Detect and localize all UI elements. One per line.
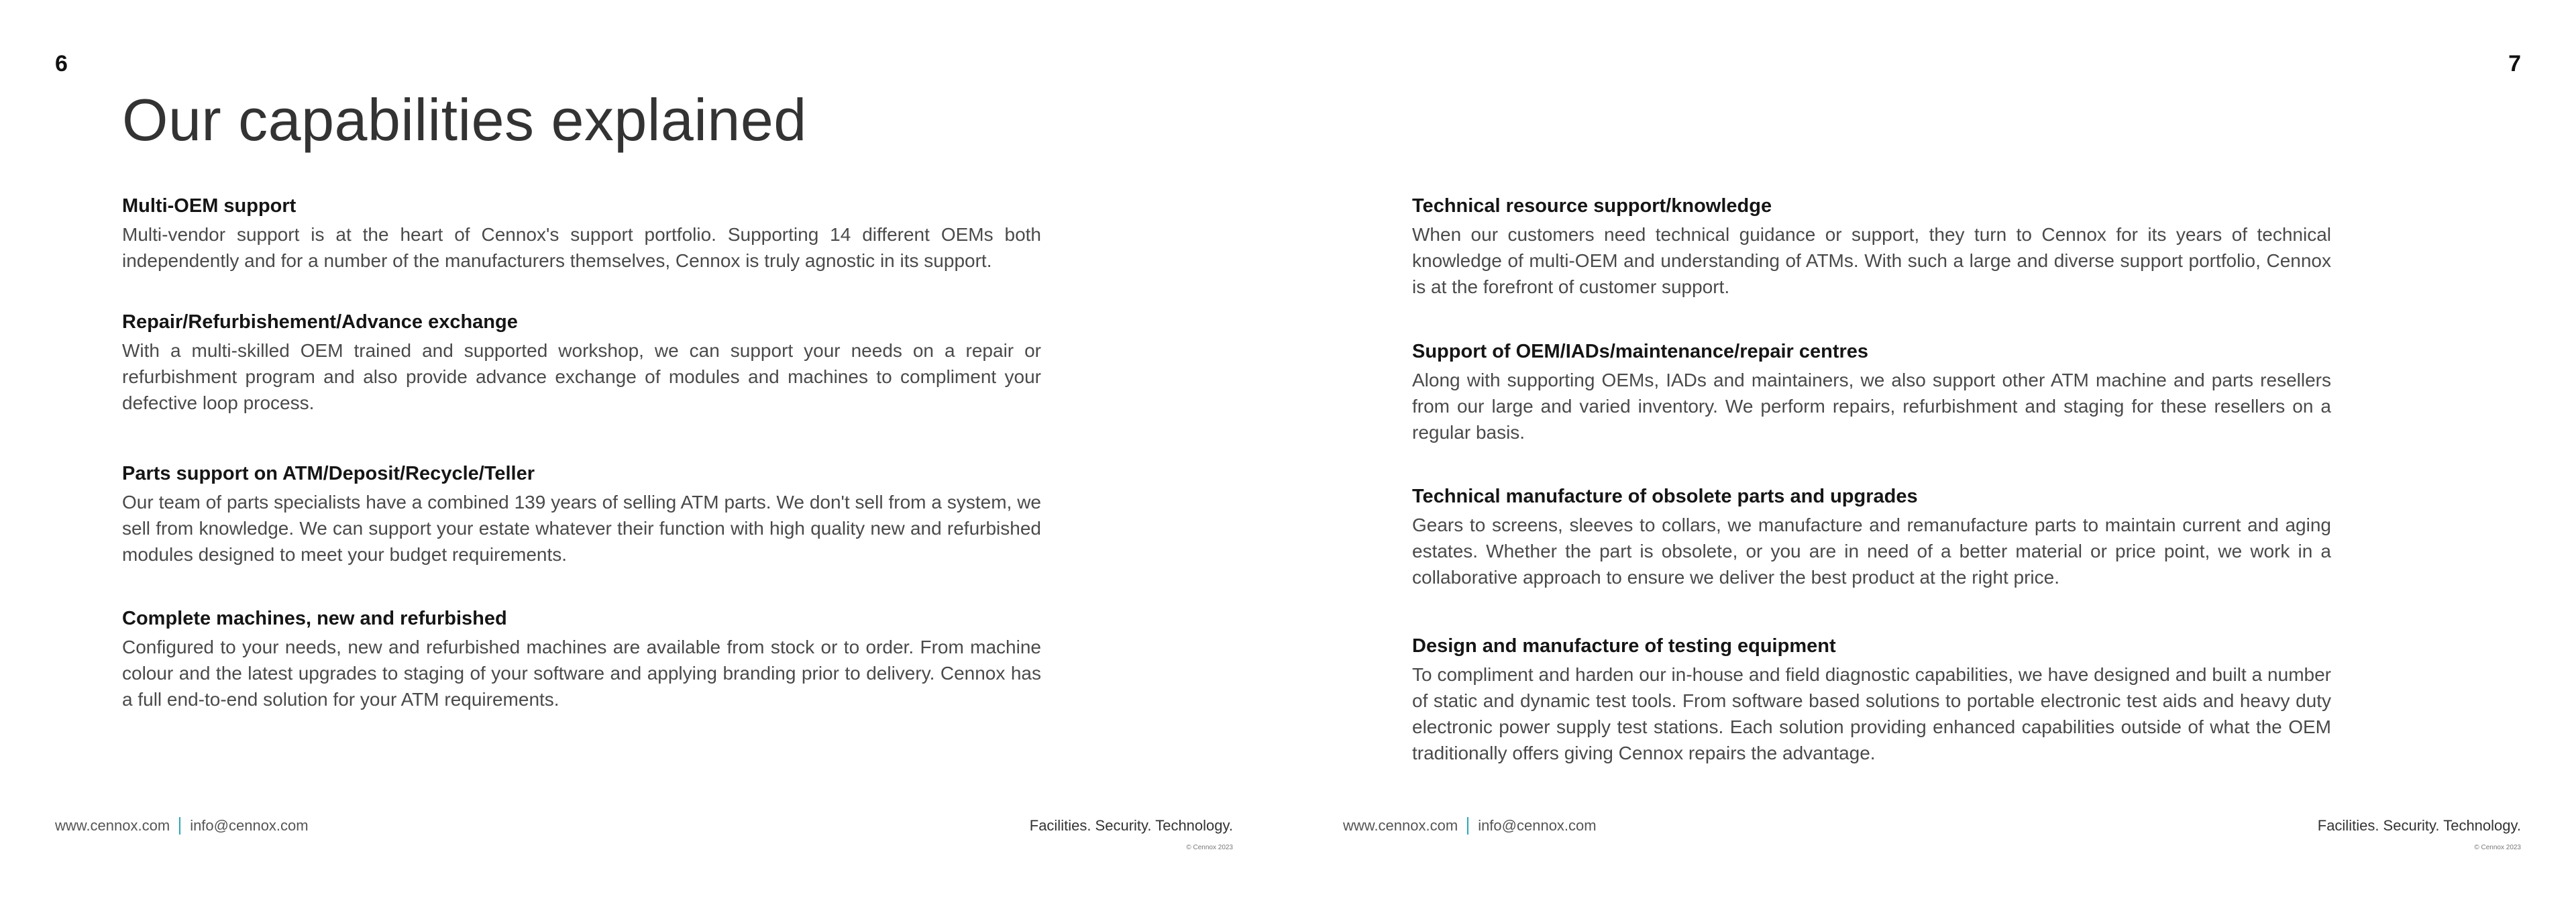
section-repair-refurbishment: [122, 309, 1041, 416]
email-link[interactable]: info@cennox.com: [190, 817, 309, 834]
right-page: [1288, 0, 2576, 911]
section-oem-iad-support: [1412, 339, 2331, 445]
page-title: Our capabilities explained: [122, 87, 807, 153]
footer-copyright: © Cennox 2023: [2474, 844, 2521, 851]
section-body: Gears to screens, sleeves to collars, we manufacture and remanufacture parts to maintain current and aging estates. Whether the part is obsolete, or you are in need of a better material or price point, we work in a collaborative approach to ensure we deliver the best product at the right price.: [1412, 515, 2331, 588]
section-body: To compliment and harden our in-house and field diagnostic capabilities, we have designed and built a number of static and dynamic test tools. From software based solutions to portable electronic test aids and heavy duty electronic power supply test stations. Each solution providing enhanced capabilities outside of what the OEM traditionally offers giving Cennox repairs the advantage.: [1412, 664, 2331, 763]
website-link[interactable]: www.cennox.com: [55, 817, 170, 834]
footer-contact: [55, 817, 309, 835]
section-heading: Technical manufacture of obsolete parts and upgrades: [1412, 486, 1918, 507]
section-heading: Parts support on ATM/Deposit/Recycle/Teller: [122, 463, 535, 484]
section-technical-resource-support: [1412, 193, 2331, 300]
section-heading: Design and manufacture of testing equipment: [1412, 635, 1836, 657]
footer-divider: [179, 817, 180, 835]
footer-copyright: © Cennox 2023: [1186, 844, 1233, 851]
footer-tagline: Facilities. Security. Technology.: [1029, 817, 1233, 834]
footer-divider: [1467, 817, 1468, 835]
section-testing-equipment: [1412, 633, 2331, 766]
section-obsolete-parts-manufacture: [1412, 484, 2331, 590]
footer-contact: [1343, 817, 1597, 835]
section-heading: Complete machines, new and refurbished: [122, 608, 507, 629]
section-complete-machines: [122, 606, 1041, 712]
section-body: Our team of parts specialists have a combined 139 years of selling ATM parts. We don't sell from a system, we sell from knowledge. We can support your estate whatever their function with high quality new and refurbished modules designed to meet your budget requirements.: [122, 492, 1041, 565]
page-footer: [55, 817, 1233, 857]
section-multi-oem-support: [122, 193, 1041, 274]
section-parts-support: [122, 461, 1041, 568]
section-body: When our customers need technical guidance or support, they turn to Cennox for its years of technical knowledge of multi-OEM and understanding of ATMs. With such a large and diverse support portfolio, Cennox is at the forefront of customer support.: [1412, 224, 2331, 297]
website-link[interactable]: www.cennox.com: [1343, 817, 1458, 834]
page-number: 7: [2508, 51, 2521, 76]
section-heading: Support of OEM/IADs/maintenance/repair centres: [1412, 341, 1869, 362]
email-link[interactable]: info@cennox.com: [1478, 817, 1597, 834]
page-footer: [1343, 817, 2521, 857]
section-body: Configured to your needs, new and refurbished machines are available from stock or to order. From machine colour and the latest upgrades to staging of your software and applying branding prior to delivery. Cennox has a full end-to-end solution for your ATM requirements.: [122, 637, 1041, 710]
section-body: Along with supporting OEMs, IADs and maintainers, we also support other ATM machine and parts resellers from our large and varied inventory. We perform repairs, refurbishment and staging for these resellers on a regular basis.: [1412, 370, 2331, 443]
section-heading: Technical resource support/knowledge: [1412, 195, 1772, 217]
section-heading: Multi-OEM support: [122, 195, 297, 217]
page-number: 6: [55, 51, 68, 76]
section-heading: Repair/Refurbishement/Advance exchange: [122, 311, 518, 333]
section-body: Multi-vendor support is at the heart of Cennox's support portfolio. Supporting 14 different OEMs both independently and for a number of the manufacturers themselves, Cennox is truly agnostic in its support.: [122, 224, 1041, 271]
footer-tagline: Facilities. Security. Technology.: [2317, 817, 2521, 834]
section-body: With a multi-skilled OEM trained and supported workshop, we can support your needs on a repair or refurbishment program and also provide advance exchange of modules and machines to compliment your defective loop process.: [122, 340, 1041, 413]
